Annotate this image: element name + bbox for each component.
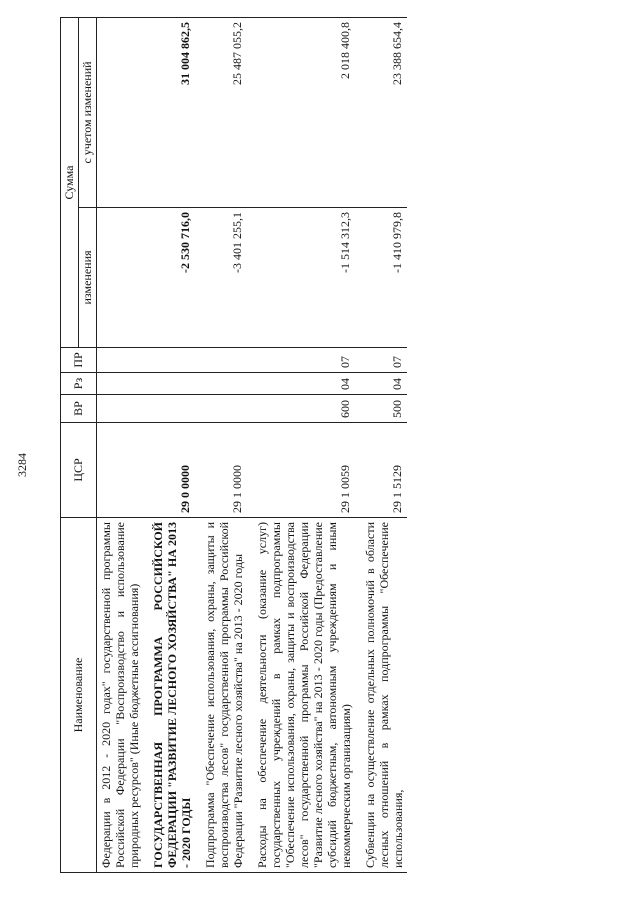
table-row <box>195 17 247 872</box>
row-change <box>97 208 144 348</box>
header-change: изменения <box>79 208 97 348</box>
row-name: Расходы на обеспечение деятельности (оказание услуг) государственных учреждений в рамках подпрограммы "Обеспечение использования, охраны, защиты и воспроизводства лесов" государственной программы Российской Федерации "Развитие лесного хозяйства" на 2013 - 2020 годы (Предоставление субсидий бюджетным, автономным учреждениям и иным некоммерческим организациям) <box>247 518 355 873</box>
table-row <box>247 17 355 872</box>
header-with-changes: с учетом изменений <box>79 17 97 207</box>
row-name: Подпрограмма "Обеспечение использования, охраны, защиты и воспроизводства лесов" государственной программы Российской Федерации "Развитие лесного хозяйства" на 2013 - 2020 годы <box>195 518 247 873</box>
header-vr: ВР <box>61 395 97 423</box>
row-total: 2 018 400,8 <box>247 17 355 207</box>
budget-table <box>60 17 407 873</box>
row-csr: 29 0 0000 <box>143 423 195 518</box>
row-csr <box>97 423 144 518</box>
page-number: 3284 <box>15 453 29 477</box>
row-total: 25 487 055,2 <box>195 17 247 207</box>
row-change: -3 401 255,1 <box>195 208 247 348</box>
row-csr: 29 1 0059 <box>247 423 355 518</box>
row-rz: 04 <box>355 373 407 395</box>
header-rz: Рз <box>61 373 97 395</box>
row-change: -1 410 979,8 <box>355 208 407 348</box>
row-pr <box>143 348 195 373</box>
row-csr: 29 1 5129 <box>355 423 407 518</box>
header-pr: ПР <box>61 348 97 373</box>
row-change: -2 530 716,0 <box>143 208 195 348</box>
header-sum: Сумма <box>61 17 79 347</box>
row-pr: 07 <box>247 348 355 373</box>
row-pr <box>195 348 247 373</box>
row-pr: 07 <box>355 348 407 373</box>
row-rz <box>195 373 247 395</box>
row-change: -1 514 312,3 <box>247 208 355 348</box>
table-row <box>355 17 407 872</box>
row-csr: 29 1 0000 <box>195 423 247 518</box>
row-name: Субвенции на осуществление отдельных полномочий в области лесных отношений в рамках подпрограммы "Обеспечение использования, <box>355 518 407 873</box>
row-vr <box>143 395 195 423</box>
header-csr: ЦСР <box>61 423 97 518</box>
row-rz <box>97 373 144 395</box>
table-row <box>97 17 144 872</box>
row-name: ГОСУДАРСТВЕННАЯ ПРОГРАММА РОССИЙСКОЙ ФЕДЕРАЦИИ "РАЗВИТИЕ ЛЕСНОГО ХОЗЯЙСТВА" НА 2013 - 2020 ГОДЫ <box>143 518 195 873</box>
row-name: Федерации в 2012 - 2020 годах" государственной программы Российской Федерации "Воспроизводство и использование природных ресурсов" (Иные бюджетные ассигнования) <box>97 518 144 873</box>
row-total: 31 004 862,5 <box>143 17 195 207</box>
row-rz <box>143 373 195 395</box>
row-total <box>97 17 144 207</box>
row-vr: 500 <box>355 395 407 423</box>
row-total: 23 388 654,4 <box>355 17 407 207</box>
row-vr <box>97 395 144 423</box>
table-row <box>143 17 195 872</box>
row-vr <box>195 395 247 423</box>
row-rz: 04 <box>247 373 355 395</box>
row-pr <box>97 348 144 373</box>
row-vr: 600 <box>247 395 355 423</box>
header-name: Наименование <box>61 518 97 873</box>
